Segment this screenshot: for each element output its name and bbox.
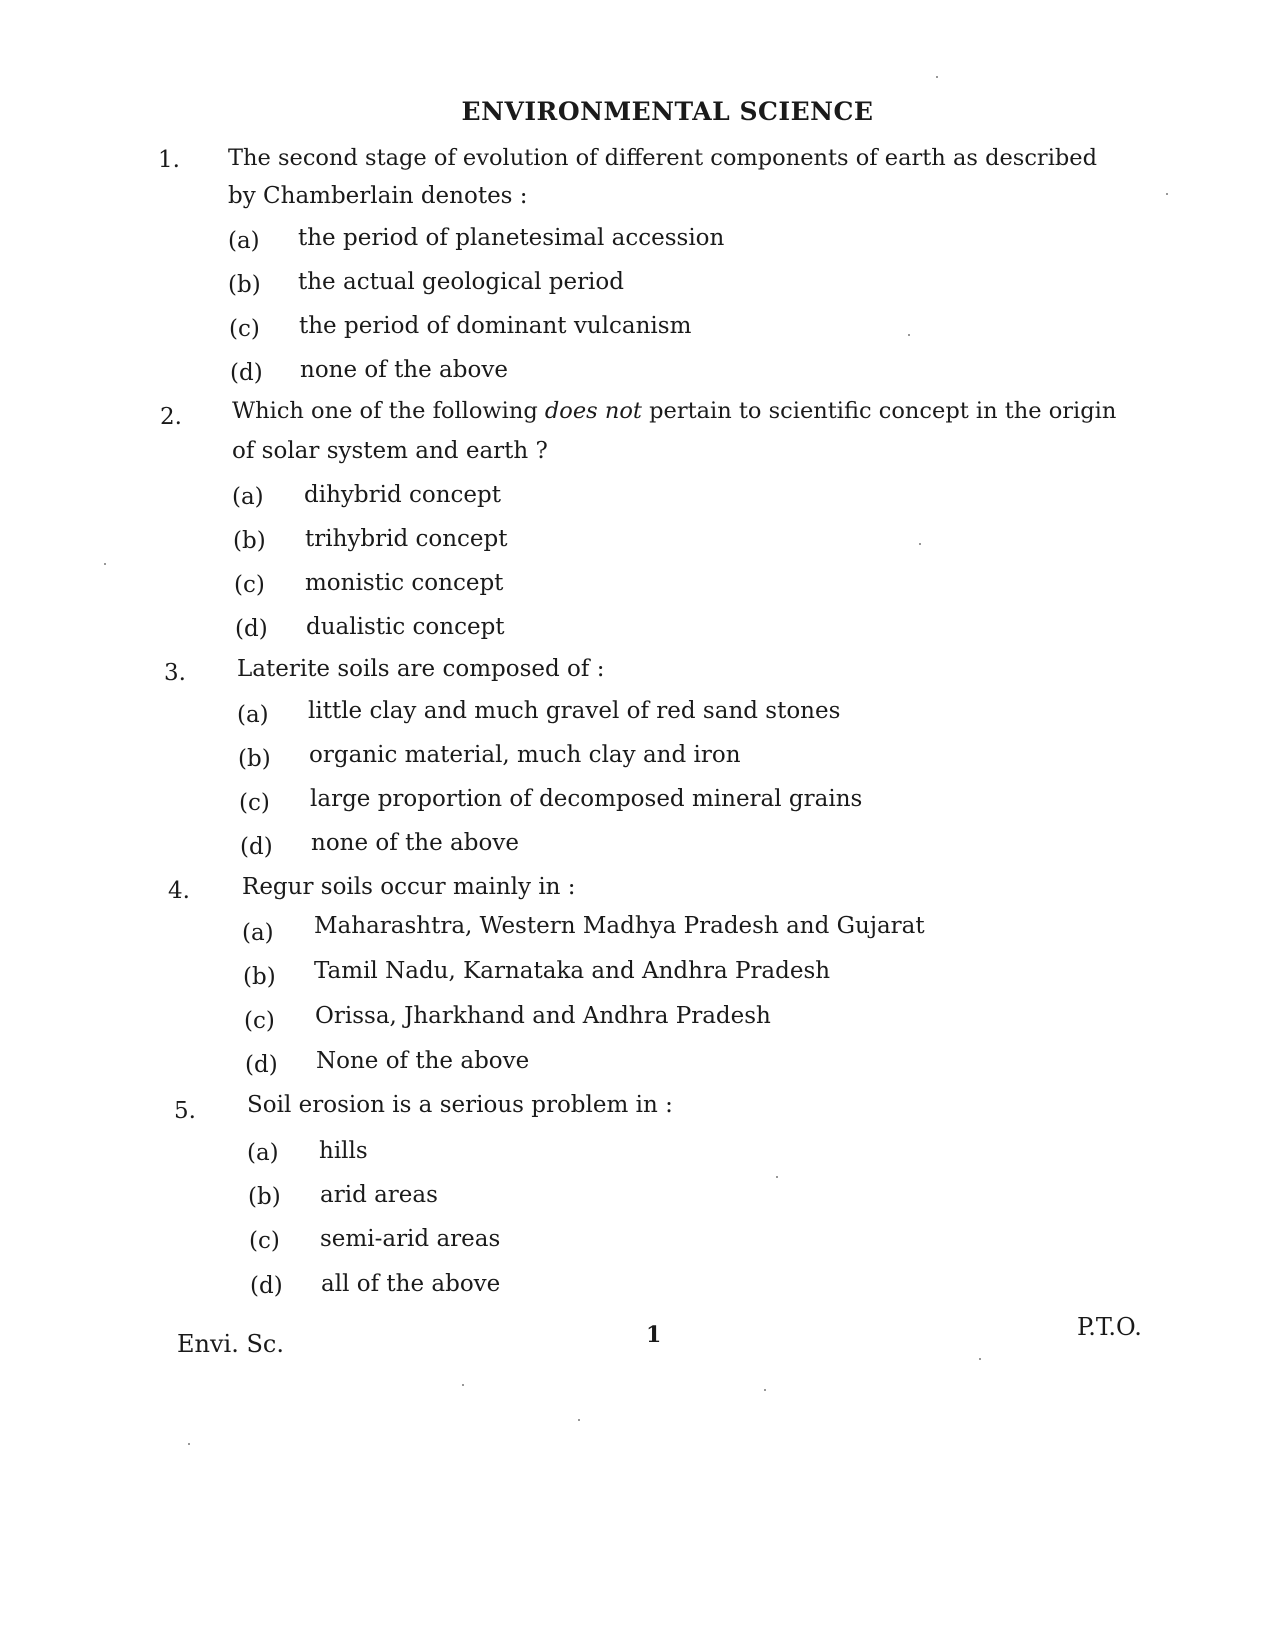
option-text: trihybrid concept bbox=[305, 526, 508, 552]
option-text: semi-arid areas bbox=[320, 1226, 501, 1252]
scan-speck bbox=[188, 1443, 190, 1445]
option-label: (b) bbox=[238, 746, 271, 772]
option-text: none of the above bbox=[311, 830, 519, 856]
question-number: 3. bbox=[164, 660, 186, 686]
option-label: (a) bbox=[242, 920, 274, 946]
page-title: ENVIRONMENTAL SCIENCE bbox=[461, 97, 874, 126]
scan-speck bbox=[764, 1389, 766, 1391]
option-text: none of the above bbox=[300, 357, 508, 383]
footer-pto: P.T.O. bbox=[1077, 1313, 1142, 1341]
option-label: (a) bbox=[232, 484, 264, 510]
option-label: (b) bbox=[228, 272, 261, 298]
option-label: (c) bbox=[244, 1008, 275, 1034]
scan-speck bbox=[776, 1176, 778, 1178]
stem-text: Which one of the following bbox=[232, 398, 545, 424]
option-label: (d) bbox=[245, 1052, 278, 1078]
question-number: 5. bbox=[174, 1098, 196, 1124]
page-number: 1 bbox=[646, 1322, 662, 1348]
stem-text: pertain to scientific concept in the origin bbox=[641, 398, 1117, 424]
scan-speck bbox=[1166, 193, 1168, 195]
option-label: (a) bbox=[247, 1140, 279, 1166]
option-text: the period of dominant vulcanism bbox=[299, 313, 692, 339]
option-label: (c) bbox=[229, 316, 260, 342]
question-number: 4. bbox=[168, 878, 190, 904]
option-text: large proportion of decomposed mineral grains bbox=[310, 786, 863, 812]
option-label: (a) bbox=[228, 228, 260, 254]
question-stem: The second stage of evolution of different components of earth as described bbox=[228, 145, 1098, 171]
option-label: (c) bbox=[249, 1228, 280, 1254]
option-text: the period of planetesimal accession bbox=[298, 225, 725, 251]
scan-speck bbox=[936, 76, 938, 78]
option-text: arid areas bbox=[320, 1182, 438, 1208]
option-label: (a) bbox=[237, 702, 269, 728]
option-label: (d) bbox=[235, 616, 268, 642]
option-label: (b) bbox=[248, 1184, 281, 1210]
option-text: Maharashtra, Western Madhya Pradesh and Gujarat bbox=[314, 913, 925, 939]
question-stem: of solar system and earth ? bbox=[232, 438, 548, 464]
scan-speck bbox=[908, 334, 910, 336]
option-text: dihybrid concept bbox=[304, 482, 501, 508]
question-stem: by Chamberlain denotes : bbox=[228, 183, 528, 209]
option-text: hills bbox=[319, 1138, 368, 1164]
option-text: Orissa, Jharkhand and Andhra Pradesh bbox=[315, 1003, 771, 1029]
stem-emphasis: does not bbox=[544, 398, 642, 424]
option-label: (c) bbox=[239, 790, 270, 816]
question-stem: Regur soils occur mainly in : bbox=[242, 874, 576, 900]
option-label: (d) bbox=[250, 1273, 283, 1299]
option-text: all of the above bbox=[321, 1271, 501, 1297]
scan-speck bbox=[578, 1419, 580, 1421]
scan-speck bbox=[104, 563, 106, 565]
question-number: 2. bbox=[160, 404, 182, 430]
option-label: (c) bbox=[234, 572, 265, 598]
option-text: monistic concept bbox=[305, 570, 504, 596]
option-text: None of the above bbox=[316, 1048, 530, 1074]
question-stem bbox=[232, 396, 1116, 426]
footer-subject-code: Envi. Sc. bbox=[177, 1330, 284, 1358]
option-text: Tamil Nadu, Karnataka and Andhra Pradesh bbox=[314, 958, 831, 984]
option-label: (d) bbox=[240, 834, 273, 860]
option-label: (b) bbox=[233, 528, 266, 554]
scan-speck bbox=[462, 1384, 464, 1386]
question-number: 1. bbox=[158, 147, 180, 173]
option-label: (d) bbox=[230, 360, 263, 386]
option-text: little clay and much gravel of red sand stones bbox=[308, 698, 841, 724]
scan-speck bbox=[919, 543, 921, 545]
option-label: (b) bbox=[243, 964, 276, 990]
scan-speck bbox=[979, 1358, 981, 1360]
option-text: dualistic concept bbox=[306, 614, 505, 640]
option-text: organic material, much clay and iron bbox=[309, 742, 741, 768]
question-stem: Laterite soils are composed of : bbox=[237, 656, 605, 682]
question-stem: Soil erosion is a serious problem in : bbox=[247, 1092, 673, 1118]
option-text: the actual geological period bbox=[298, 269, 624, 295]
